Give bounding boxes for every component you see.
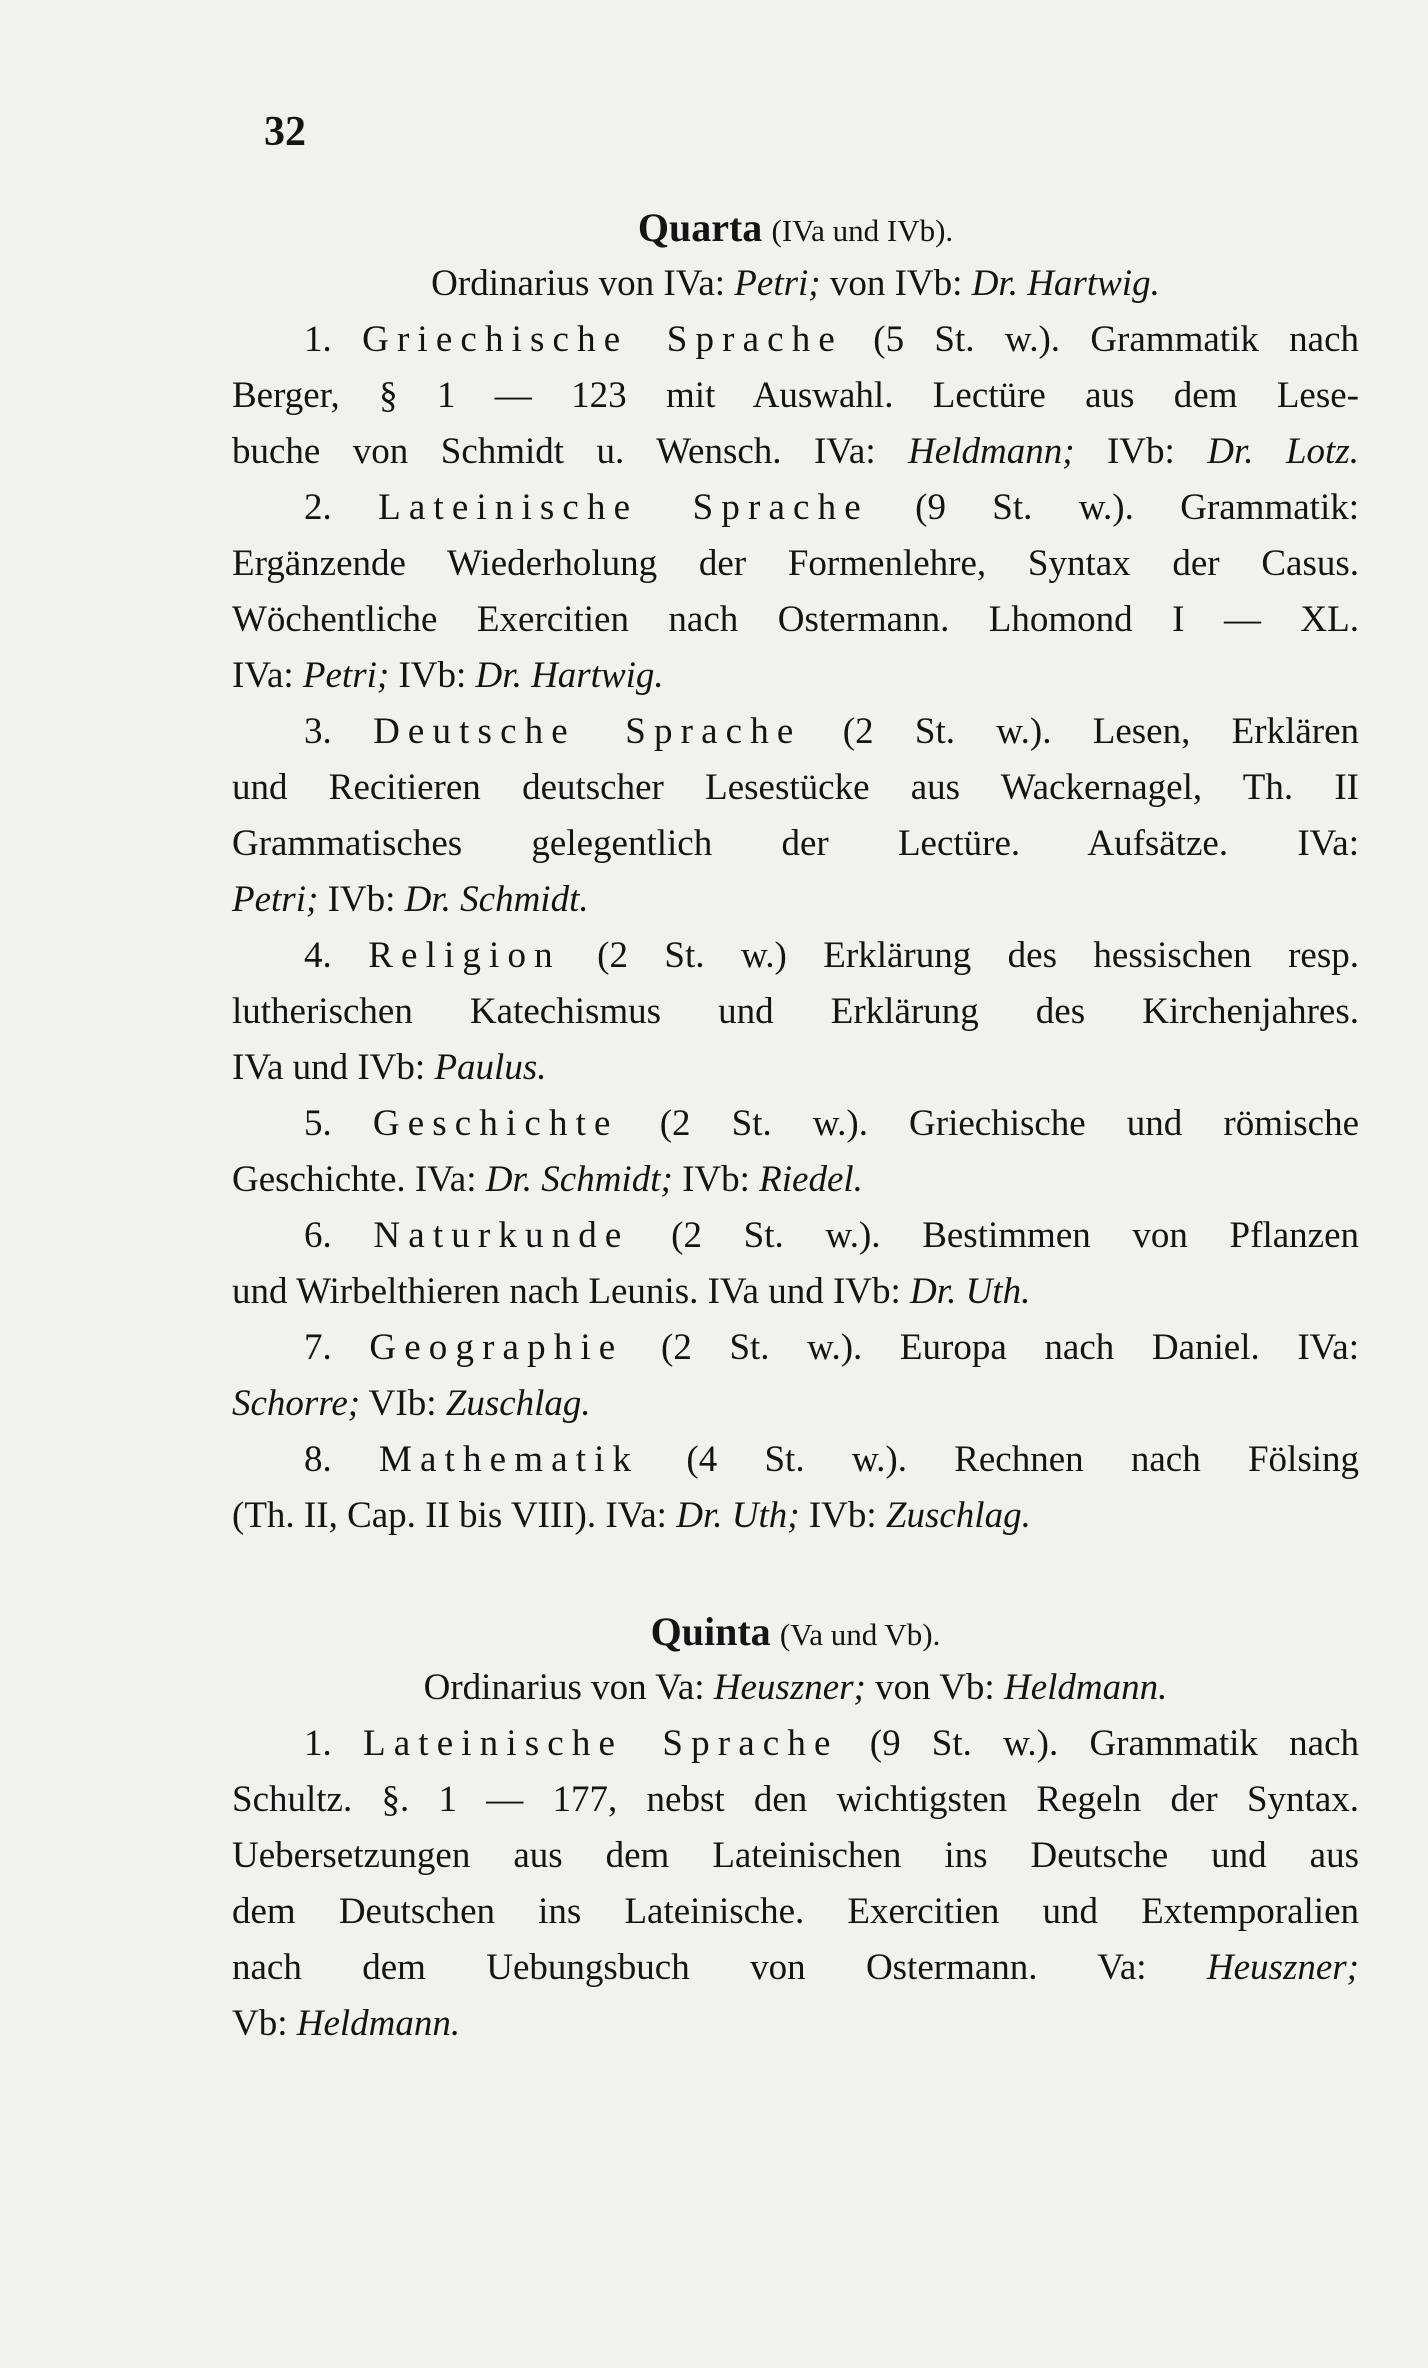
section-heading-quinta: Quinta (Va und Vb). [650,1609,941,1654]
subject-latin-quinta: 1. Lateinische Sprache (9 St. w.). Grammatik nach Schultz. §. 1 — 177, nebst den wichtigsten Regeln der Syntax. Uebersetzungen aus dem Lateinischen ins Deutsche und aus dem Deutschen ins Lateinische. Exercitien und Extemporalien nach dem Uebungsbuch von Ostermann. Va: Heuszner; Vb: Heldmann. [232,1723,1360,2044]
subject-latin: 2. Lateinische Sprache (9 St. w.). Grammatik: Ergänzende Wiederholung der Formenlehre, Syntax der Casus. Wöchentliche Exercitien nach Ostermann. Lhomond I — XL. IVa: Petri; IVb: Dr. Hartwig. [232,487,1360,696]
quarta-section [232,200,1359,1544]
subject-religion: 4. Religion (2 St. w.) Erklärung des hessischen resp. lutherischen Katechismus und Erklärung des Kirchenjahres. IVa und IVb: Paulus. [232,935,1359,1088]
subject-history: 5. Geschichte (2 St. w.). Griechische und römische Geschichte. IVa: Dr. Schmidt; IVb: Riedel. [232,1103,1360,1200]
subject-math: 8. Mathematik (4 St. w.). Rechnen nach Fölsing (Th. II, Cap. II bis VIII). IVa: Dr. Uth; IVb: Zuschlag. [232,1439,1360,1536]
quinta-section [232,1604,1359,2052]
page-number: 32 [264,109,306,155]
ordinarius-quarta: Ordinarius von IVa: Petri; von IVb: Dr. Hartwig. [431,263,1160,304]
section-heading-quarta: Quarta (IVa und IVb). [637,205,954,250]
subject-german: 3. Deutsche Sprache (2 St. w.). Lesen, Erklären und Recitieren deutscher Lesestücke aus Wackernagel, Th. II Grammatisches gelegentlich der Lectüre. Aufsätze. IVa: Petri; IVb: Dr. Schmidt. [232,711,1360,920]
subject-science: 6. Naturkunde (2 St. w.). Bestimmen von Pflanzen und Wirbelthieren nach Leunis. IVa und IVb: Dr. Uth. [232,1215,1360,1312]
subject-geography: 7. Geographie (2 St. w.). Europa nach Daniel. IVa: Schorre; VIb: Zuschlag. [232,1327,1359,1424]
subject-greek: 1. Griechische Sprache (5 St. w.). Grammatik nach Berger, § 1 — 123 mit Auswahl. Lectüre aus dem Lese- buche von Schmidt u. Wensch. IVa: Heldmann; IVb: Dr. Lotz. [232,319,1360,472]
ordinarius-quinta: Ordinarius von Va: Heuszner; von Vb: Heldmann. [423,1667,1168,1708]
